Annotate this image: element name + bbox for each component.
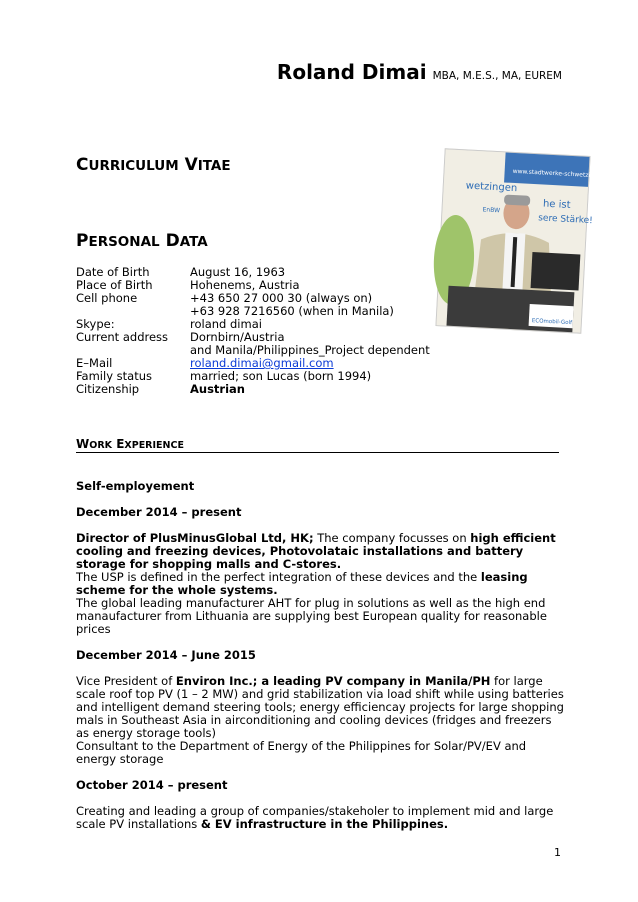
personal-title-rest1: ERSONAL bbox=[88, 234, 160, 250]
job-text: Creating and leading a group of companies/stakeholer to implement mid and large scale PV installations bbox=[76, 804, 554, 831]
personal-value: August 16, 1963 bbox=[190, 265, 286, 279]
cv-title-rest2: ITAE bbox=[197, 158, 231, 174]
personal-row bbox=[76, 383, 430, 396]
job-text: for large scale roof top PV (1 – 2 MW) and grid stabilization via load shift while using batteries and intelligent demand steering tools; energy efficiencay projects for large shopping mals in Southeast Asia in airconditioning and cooling devices (fridges and freezers as energy storage tools) bbox=[76, 674, 564, 740]
personal-label: Citizenship bbox=[76, 382, 140, 396]
photo-banner-text: www.stadtwerke-schwetzingen.de bbox=[512, 167, 615, 181]
email-link[interactable]: roland.dimai@gmail.com bbox=[190, 356, 334, 370]
job-text: Vice President of bbox=[76, 674, 176, 688]
job-description bbox=[76, 532, 566, 636]
job-title: Director of PlusMinusGlobal Ltd, HK; bbox=[76, 531, 314, 545]
personal-value: +43 650 27 000 30 (always on) bbox=[190, 291, 373, 305]
cv-title-initial2: V bbox=[184, 155, 198, 175]
job-text: The global leading manufacturer AHT for plug in solutions as well as the high end manaufacturer from Lithuania are supplying best European quality for reasonable prices bbox=[76, 596, 547, 636]
personal-title-initial2: D bbox=[165, 231, 180, 251]
cv-title bbox=[76, 155, 231, 175]
work-title-rest1: ORK bbox=[89, 440, 113, 451]
personal-data-title bbox=[76, 231, 208, 251]
job-description bbox=[76, 805, 566, 831]
photo-wall-text4: EnBW bbox=[482, 206, 501, 215]
job-text-bold: high efficient cooling and freezing devices, Photovolataic installations and battery storage for shopping malls and C-stores. bbox=[76, 531, 556, 571]
cv-title-rest1: URRICULUM bbox=[88, 158, 179, 174]
personal-value: Austrian bbox=[190, 382, 245, 396]
period-heading: October 2014 – present bbox=[76, 778, 228, 792]
job-text-bold: leasing scheme for the whole systems. bbox=[76, 570, 528, 597]
person-name: Roland Dimai bbox=[276, 60, 427, 84]
personal-data-table bbox=[76, 266, 430, 396]
work-title-rest2: XPERIENCE bbox=[124, 440, 184, 451]
photo-wall-text1: wetzingen bbox=[465, 180, 518, 195]
personal-value: and Manila/Philippines_Project dependent bbox=[190, 343, 430, 357]
job-text: The company focusses on bbox=[313, 531, 471, 545]
personal-title-initial1: P bbox=[76, 231, 89, 251]
personal-title-rest2: ATA bbox=[179, 234, 208, 250]
work-experience-title bbox=[76, 437, 559, 453]
self-employment-heading: Self-employement bbox=[76, 479, 195, 493]
period-heading: December 2014 – June 2015 bbox=[76, 648, 256, 662]
page-number: 1 bbox=[554, 846, 561, 859]
profile-photo-illustration bbox=[436, 149, 615, 332]
job-description bbox=[76, 675, 566, 766]
personal-label: E–Mail bbox=[76, 356, 113, 370]
personal-label: Family status bbox=[76, 369, 152, 383]
photo-wall-text3: sere Stärke! bbox=[537, 213, 594, 227]
personal-label: Date of Birth bbox=[76, 265, 150, 279]
personal-label: Skype: bbox=[76, 317, 115, 331]
work-title-initial2: E bbox=[116, 437, 125, 451]
personal-value: roland dimai bbox=[190, 317, 262, 331]
job-text-bold: & EV infrastructure in the Philippines. bbox=[200, 817, 449, 831]
job-text-bold: Environ Inc.; a leading PV company in Manila/PH bbox=[175, 674, 491, 688]
job-text: The USP is defined in the perfect integration of these devices and the bbox=[76, 570, 481, 584]
header-name-line bbox=[277, 60, 562, 84]
personal-value: Hohenems, Austria bbox=[190, 278, 300, 292]
personal-label: Cell phone bbox=[76, 291, 138, 305]
person-credentials: MBA, M.E.S., MA, EUREM bbox=[432, 70, 562, 82]
cv-title-initial1: C bbox=[76, 155, 89, 175]
personal-value: +63 928 7216560 (when in Manila) bbox=[190, 304, 394, 318]
personal-label: Place of Birth bbox=[76, 278, 153, 292]
photo-wall-text2: he ist bbox=[542, 198, 571, 211]
job-text: Consultant to the Department of Energy of the Philippines for Solar/PV/EV and energy storage bbox=[76, 739, 527, 766]
period-heading: December 2014 – present bbox=[76, 505, 242, 519]
photo-board-text: ECOmobil-Golf bbox=[531, 318, 573, 327]
work-title-initial1: W bbox=[76, 437, 90, 451]
personal-value: married; son Lucas (born 1994) bbox=[190, 369, 372, 383]
personal-label: Current address bbox=[76, 330, 169, 344]
personal-value: Dornbirn/Austria bbox=[190, 330, 285, 344]
profile-photo bbox=[435, 148, 615, 333]
